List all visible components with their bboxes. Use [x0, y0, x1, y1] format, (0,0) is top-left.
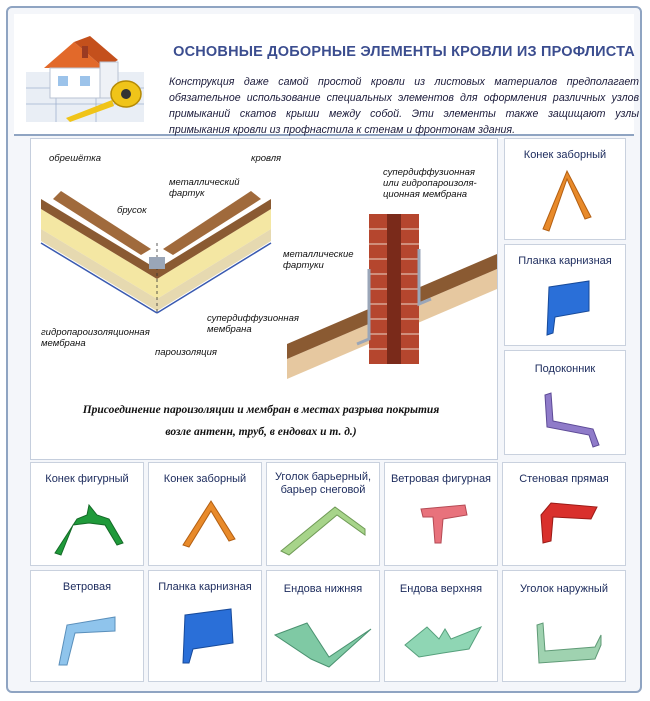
- house-blueprint-illustration: [26, 28, 144, 124]
- konek-zabornyi-icon: [149, 485, 263, 565]
- endova-verkhnyaya-icon: [385, 595, 499, 675]
- label-krovlya: кровля: [251, 153, 282, 164]
- card-title: Планка карнизная: [518, 255, 612, 267]
- card-konek-zabornyi: [148, 462, 262, 566]
- card-title: Уголок наружный: [520, 583, 608, 595]
- card-title: Ендова нижняя: [283, 583, 363, 595]
- konek-figurnyi-icon: [31, 485, 145, 565]
- ugolok-naruzhnyi-icon: [503, 595, 627, 675]
- card-title: Планка карнизная: [158, 581, 252, 593]
- stenovaya-pryamaya-icon: [503, 485, 627, 565]
- diagram-caption: Присоединение пароизоляции и мембран в местах разрыва покрытия возле антенн, труб, в ендовах и т. д.): [82, 404, 440, 438]
- card-endova-nizhnyaya: [266, 570, 380, 682]
- endova-nizhnyaya-icon: [267, 595, 381, 675]
- card-title: Ветровая: [62, 581, 112, 593]
- card-title: Уголок барьерный, барьер снеговой: [274, 471, 372, 496]
- label-paroizol: пароизоляция: [155, 347, 217, 358]
- card-title: Подоконник: [534, 363, 596, 375]
- label-brusok: брусок: [117, 205, 147, 216]
- label-obreshetka: обрешётка: [49, 153, 102, 164]
- card-vetrovaya-figurnaya: [384, 462, 498, 566]
- label-superdiff-left: супердиффузионная мембрана: [207, 313, 299, 335]
- label-metal-fartuk: металлический фартук: [169, 177, 240, 199]
- vetrovaya-figurnaya-icon: [385, 485, 499, 565]
- planka-karniznaya-icon: [505, 267, 627, 347]
- card-stenovaya-pryamaya: [502, 462, 626, 566]
- card-endova-verkhnyaya: [384, 570, 498, 682]
- card-title: Конек фигурный: [45, 473, 129, 485]
- intro-paragraph: Конструкция даже самой простой кровли из листовых материалов предполагает обязательное использование специальных элементов для оформления различных узлов примыканий скатов крыши между собой. Эти элементы также защищают узлы примыкания кровли из профнастила к стенам и фронтонам здания.: [169, 76, 639, 136]
- vetrovaya-icon: [31, 595, 145, 675]
- ugolok-barernyi-icon: [267, 493, 381, 569]
- label-superdiff-right: супердиффузионная или гидропароизоля-ционная мембрана: [383, 167, 477, 200]
- card-planka-karniznaya: [148, 570, 262, 682]
- card-konek-figurnyi: [30, 462, 144, 566]
- roof-diagram: [30, 138, 498, 460]
- label-metal-fartuki: металлические фартуки: [283, 249, 354, 271]
- card-podokonnik: [504, 350, 626, 455]
- card-ugolok-barernyi: [266, 462, 380, 566]
- card-ugolok-naruzhnyi: [502, 570, 626, 682]
- planka-karniznaya-icon: [149, 595, 263, 675]
- card-title: Стеновая прямая: [519, 473, 609, 485]
- card-konek-zabornyi-right: [504, 138, 626, 240]
- card-title: Ветровая фигурная: [390, 473, 492, 485]
- card-title: Ендова верхняя: [399, 583, 483, 595]
- page-title: ОСНОВНЫЕ ДОБОРНЫЕ ЭЛЕМЕНТЫ КРОВЛИ ИЗ ПРОФЛИСТА: [173, 44, 635, 60]
- card-title: Конек заборный: [523, 149, 607, 161]
- label-gidroparoizol: гидропароизоляционная мембрана: [41, 327, 150, 349]
- card-planka-karniznaya-right: [504, 244, 626, 346]
- konek-zabornyi-icon: [505, 161, 627, 241]
- header-panel: [14, 14, 639, 136]
- card-vetrovaya: [30, 570, 144, 682]
- podokonnik-icon: [505, 375, 627, 455]
- card-title: Конек заборный: [163, 473, 247, 485]
